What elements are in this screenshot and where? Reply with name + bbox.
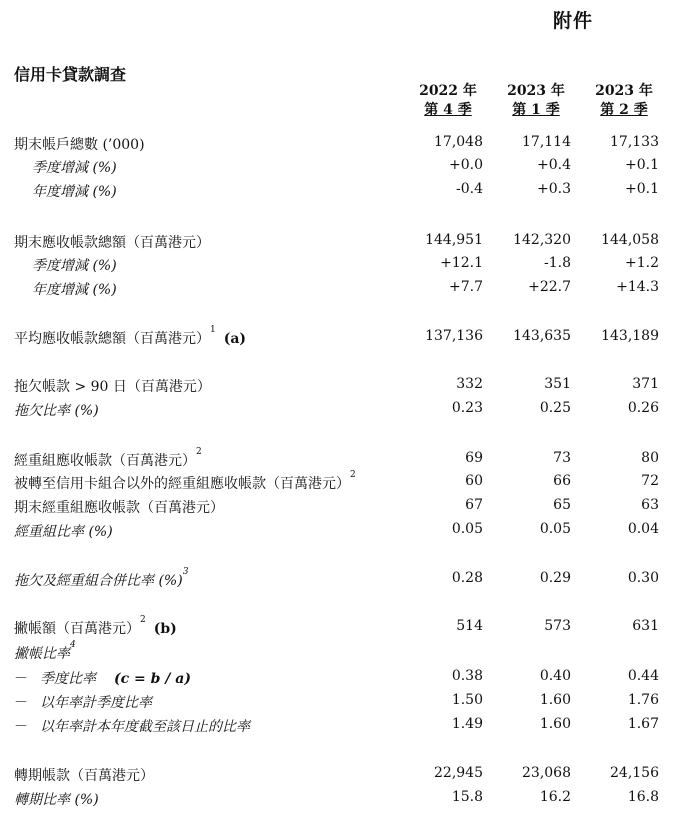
row-label-text: 以年率計本年度截至該日止的比率 xyxy=(40,719,250,735)
row-label xyxy=(14,232,210,252)
row-label xyxy=(14,376,211,396)
table-row xyxy=(0,181,696,201)
table-row xyxy=(0,470,696,493)
cell-value: -0.4 xyxy=(456,181,483,197)
cell-value: 0.30 xyxy=(627,570,659,586)
table-row xyxy=(0,325,696,348)
table-row xyxy=(0,447,696,470)
cell-value: +1.2 xyxy=(625,255,659,271)
cell-value: +12.1 xyxy=(440,255,483,271)
cell-value: 351 xyxy=(544,376,571,392)
row-label xyxy=(14,615,177,638)
formula-label: (c = b / a) xyxy=(114,671,191,687)
table-row xyxy=(0,668,696,688)
table-row xyxy=(0,376,696,396)
table-row xyxy=(0,255,696,275)
cell-value: 15.8 xyxy=(451,789,483,805)
cell-value: 0.29 xyxy=(539,570,571,586)
cell-value: 65 xyxy=(553,497,571,513)
cell-value: 137,136 xyxy=(425,328,483,344)
table-row xyxy=(0,521,696,541)
column-quarter: 第 2 季 xyxy=(600,102,648,118)
table-row xyxy=(0,716,696,736)
cell-value: 631 xyxy=(632,618,659,634)
cell-value: 16.2 xyxy=(539,789,571,805)
row-label-text: 拖欠比率 (%) xyxy=(14,403,99,419)
table-row xyxy=(0,279,696,299)
cell-value: +14.3 xyxy=(616,279,659,295)
row-label xyxy=(14,789,99,809)
cell-value: 0.28 xyxy=(451,570,483,586)
table-row xyxy=(0,640,696,663)
annex-label: 附件 xyxy=(553,10,594,32)
table-row xyxy=(0,232,696,252)
row-label xyxy=(32,255,117,275)
cell-value: 0.26 xyxy=(627,400,659,416)
footnote-marker: 2 xyxy=(196,447,202,457)
cell-value: 66 xyxy=(553,473,571,489)
dash-marker: － xyxy=(14,719,28,735)
cell-value: 573 xyxy=(544,618,571,634)
cell-value: 143,189 xyxy=(601,328,659,344)
cell-value: +0.0 xyxy=(449,157,483,173)
cell-value: +7.7 xyxy=(449,279,483,295)
row-label xyxy=(14,447,202,470)
table-row xyxy=(0,567,696,590)
row-label-text: 撇帳額（百萬港元） xyxy=(14,621,140,637)
row-label xyxy=(14,400,99,420)
cell-value: 1.67 xyxy=(627,716,659,732)
cell-value: 0.23 xyxy=(451,400,483,416)
table-row xyxy=(0,400,696,420)
row-label xyxy=(32,181,117,201)
footnote-marker: 2 xyxy=(140,615,146,625)
cell-value: 514 xyxy=(456,618,483,634)
footnote-marker: 3 xyxy=(182,567,189,577)
row-label-text: 季度比率 xyxy=(40,671,96,687)
cell-value: 332 xyxy=(456,376,483,392)
column-year: 2022 年 xyxy=(419,83,477,99)
table-row xyxy=(0,615,696,638)
cell-value: 67 xyxy=(465,497,483,513)
cell-value: 0.04 xyxy=(627,521,659,537)
column-header-2022-q4 xyxy=(408,82,488,120)
row-label-text: 年度增減 (%) xyxy=(32,184,117,200)
cell-value: +0.4 xyxy=(537,157,571,173)
row-label xyxy=(14,567,189,590)
row-label xyxy=(14,668,191,688)
row-label-text: 拖欠帳款 > 90 日（百萬港元） xyxy=(14,379,211,395)
row-label-text: 經重組比率 (%) xyxy=(14,524,113,540)
row-label xyxy=(32,279,117,299)
cell-value: 142,320 xyxy=(513,232,571,248)
cell-value: 24,156 xyxy=(610,765,659,781)
cell-value: 17,048 xyxy=(434,134,483,150)
cell-value: -1.8 xyxy=(544,255,571,271)
cell-value: 17,133 xyxy=(610,134,659,150)
cell-value: 17,114 xyxy=(522,134,571,150)
row-label xyxy=(14,765,154,785)
column-quarter: 第 4 季 xyxy=(424,102,472,118)
column-year: 2023 年 xyxy=(595,83,653,99)
column-quarter: 第 1 季 xyxy=(512,102,560,118)
cell-value: 69 xyxy=(465,450,483,466)
footnote-marker: 4 xyxy=(70,640,76,650)
row-label xyxy=(32,157,117,177)
row-label xyxy=(14,134,145,154)
column-header-2023-q1 xyxy=(496,82,576,120)
cell-value: 0.05 xyxy=(451,521,483,537)
cell-value: 80 xyxy=(641,450,659,466)
cell-value: 1.76 xyxy=(627,692,659,708)
column-header-2023-q2 xyxy=(584,82,664,120)
cell-value: 22,945 xyxy=(434,765,483,781)
row-label-text: 季度增減 (%) xyxy=(32,160,117,176)
cell-value: 0.38 xyxy=(451,668,483,684)
dash-marker: － xyxy=(14,695,28,711)
cell-value: 1.49 xyxy=(451,716,483,732)
row-label-text: 期末經重組應收帳款（百萬港元） xyxy=(14,500,224,516)
cell-value: 0.44 xyxy=(627,668,659,684)
row-label xyxy=(14,716,250,736)
cell-value: 0.40 xyxy=(539,668,571,684)
row-label xyxy=(14,497,224,517)
page-title: 信用卡貸款調查 xyxy=(14,65,127,84)
cell-value: 63 xyxy=(641,497,659,513)
cell-value: 0.05 xyxy=(539,521,571,537)
cell-value: 73 xyxy=(553,450,571,466)
table-row xyxy=(0,692,696,712)
row-label-text: 以年率計季度比率 xyxy=(40,695,152,711)
cell-value: 143,635 xyxy=(513,328,571,344)
row-label-text: 期末帳戶總數 (’000) xyxy=(14,137,145,153)
column-year: 2023 年 xyxy=(507,83,565,99)
cell-value: +0.1 xyxy=(625,181,659,197)
cell-value: 23,068 xyxy=(522,765,571,781)
cell-value: 371 xyxy=(632,376,659,392)
row-label-text: 被轉至信用卡組合以外的經重組應收帳款（百萬港元） xyxy=(14,476,350,492)
cell-value: 16.8 xyxy=(627,789,659,805)
row-label-text: 轉期比率 (%) xyxy=(14,792,99,808)
row-label xyxy=(14,470,356,493)
row-label-text: 年度增減 (%) xyxy=(32,282,117,298)
row-label xyxy=(14,325,247,348)
table-row xyxy=(0,134,696,154)
cell-value: 144,058 xyxy=(601,232,659,248)
cell-value: 1.60 xyxy=(539,692,571,708)
table-row xyxy=(0,765,696,785)
footnote-marker: 2 xyxy=(350,470,356,480)
cell-value: +22.7 xyxy=(528,279,571,295)
cell-value: +0.1 xyxy=(625,157,659,173)
row-label-text: 拖欠及經重組合併比率 (%) xyxy=(14,573,183,589)
row-label xyxy=(14,692,152,712)
reference-label: (b) xyxy=(153,621,177,637)
cell-value: 60 xyxy=(465,473,483,489)
cell-value: 0.25 xyxy=(539,400,571,416)
row-label-text: 平均應收帳款總額（百萬港元） xyxy=(14,331,210,347)
cell-value: 1.50 xyxy=(451,692,483,708)
row-label-text: 季度增減 (%) xyxy=(32,258,117,274)
row-label-text: 期末應收帳款總額（百萬港元） xyxy=(14,235,210,251)
cell-value: 72 xyxy=(641,473,659,489)
row-label xyxy=(14,640,76,663)
row-label-text: 撇帳比率 xyxy=(14,646,70,662)
row-label xyxy=(14,521,113,541)
dash-marker: － xyxy=(14,671,28,687)
row-label-text: 經重組應收帳款（百萬港元） xyxy=(14,453,196,469)
table-row xyxy=(0,789,696,809)
cell-value: 1.60 xyxy=(539,716,571,732)
cell-value: 144,951 xyxy=(425,232,483,248)
footnote-marker: 1 xyxy=(210,325,216,335)
table-row xyxy=(0,157,696,177)
table-row xyxy=(0,497,696,517)
reference-label: (a) xyxy=(223,331,247,347)
row-label-text: 轉期帳款（百萬港元） xyxy=(14,768,154,784)
cell-value: +0.3 xyxy=(537,181,571,197)
